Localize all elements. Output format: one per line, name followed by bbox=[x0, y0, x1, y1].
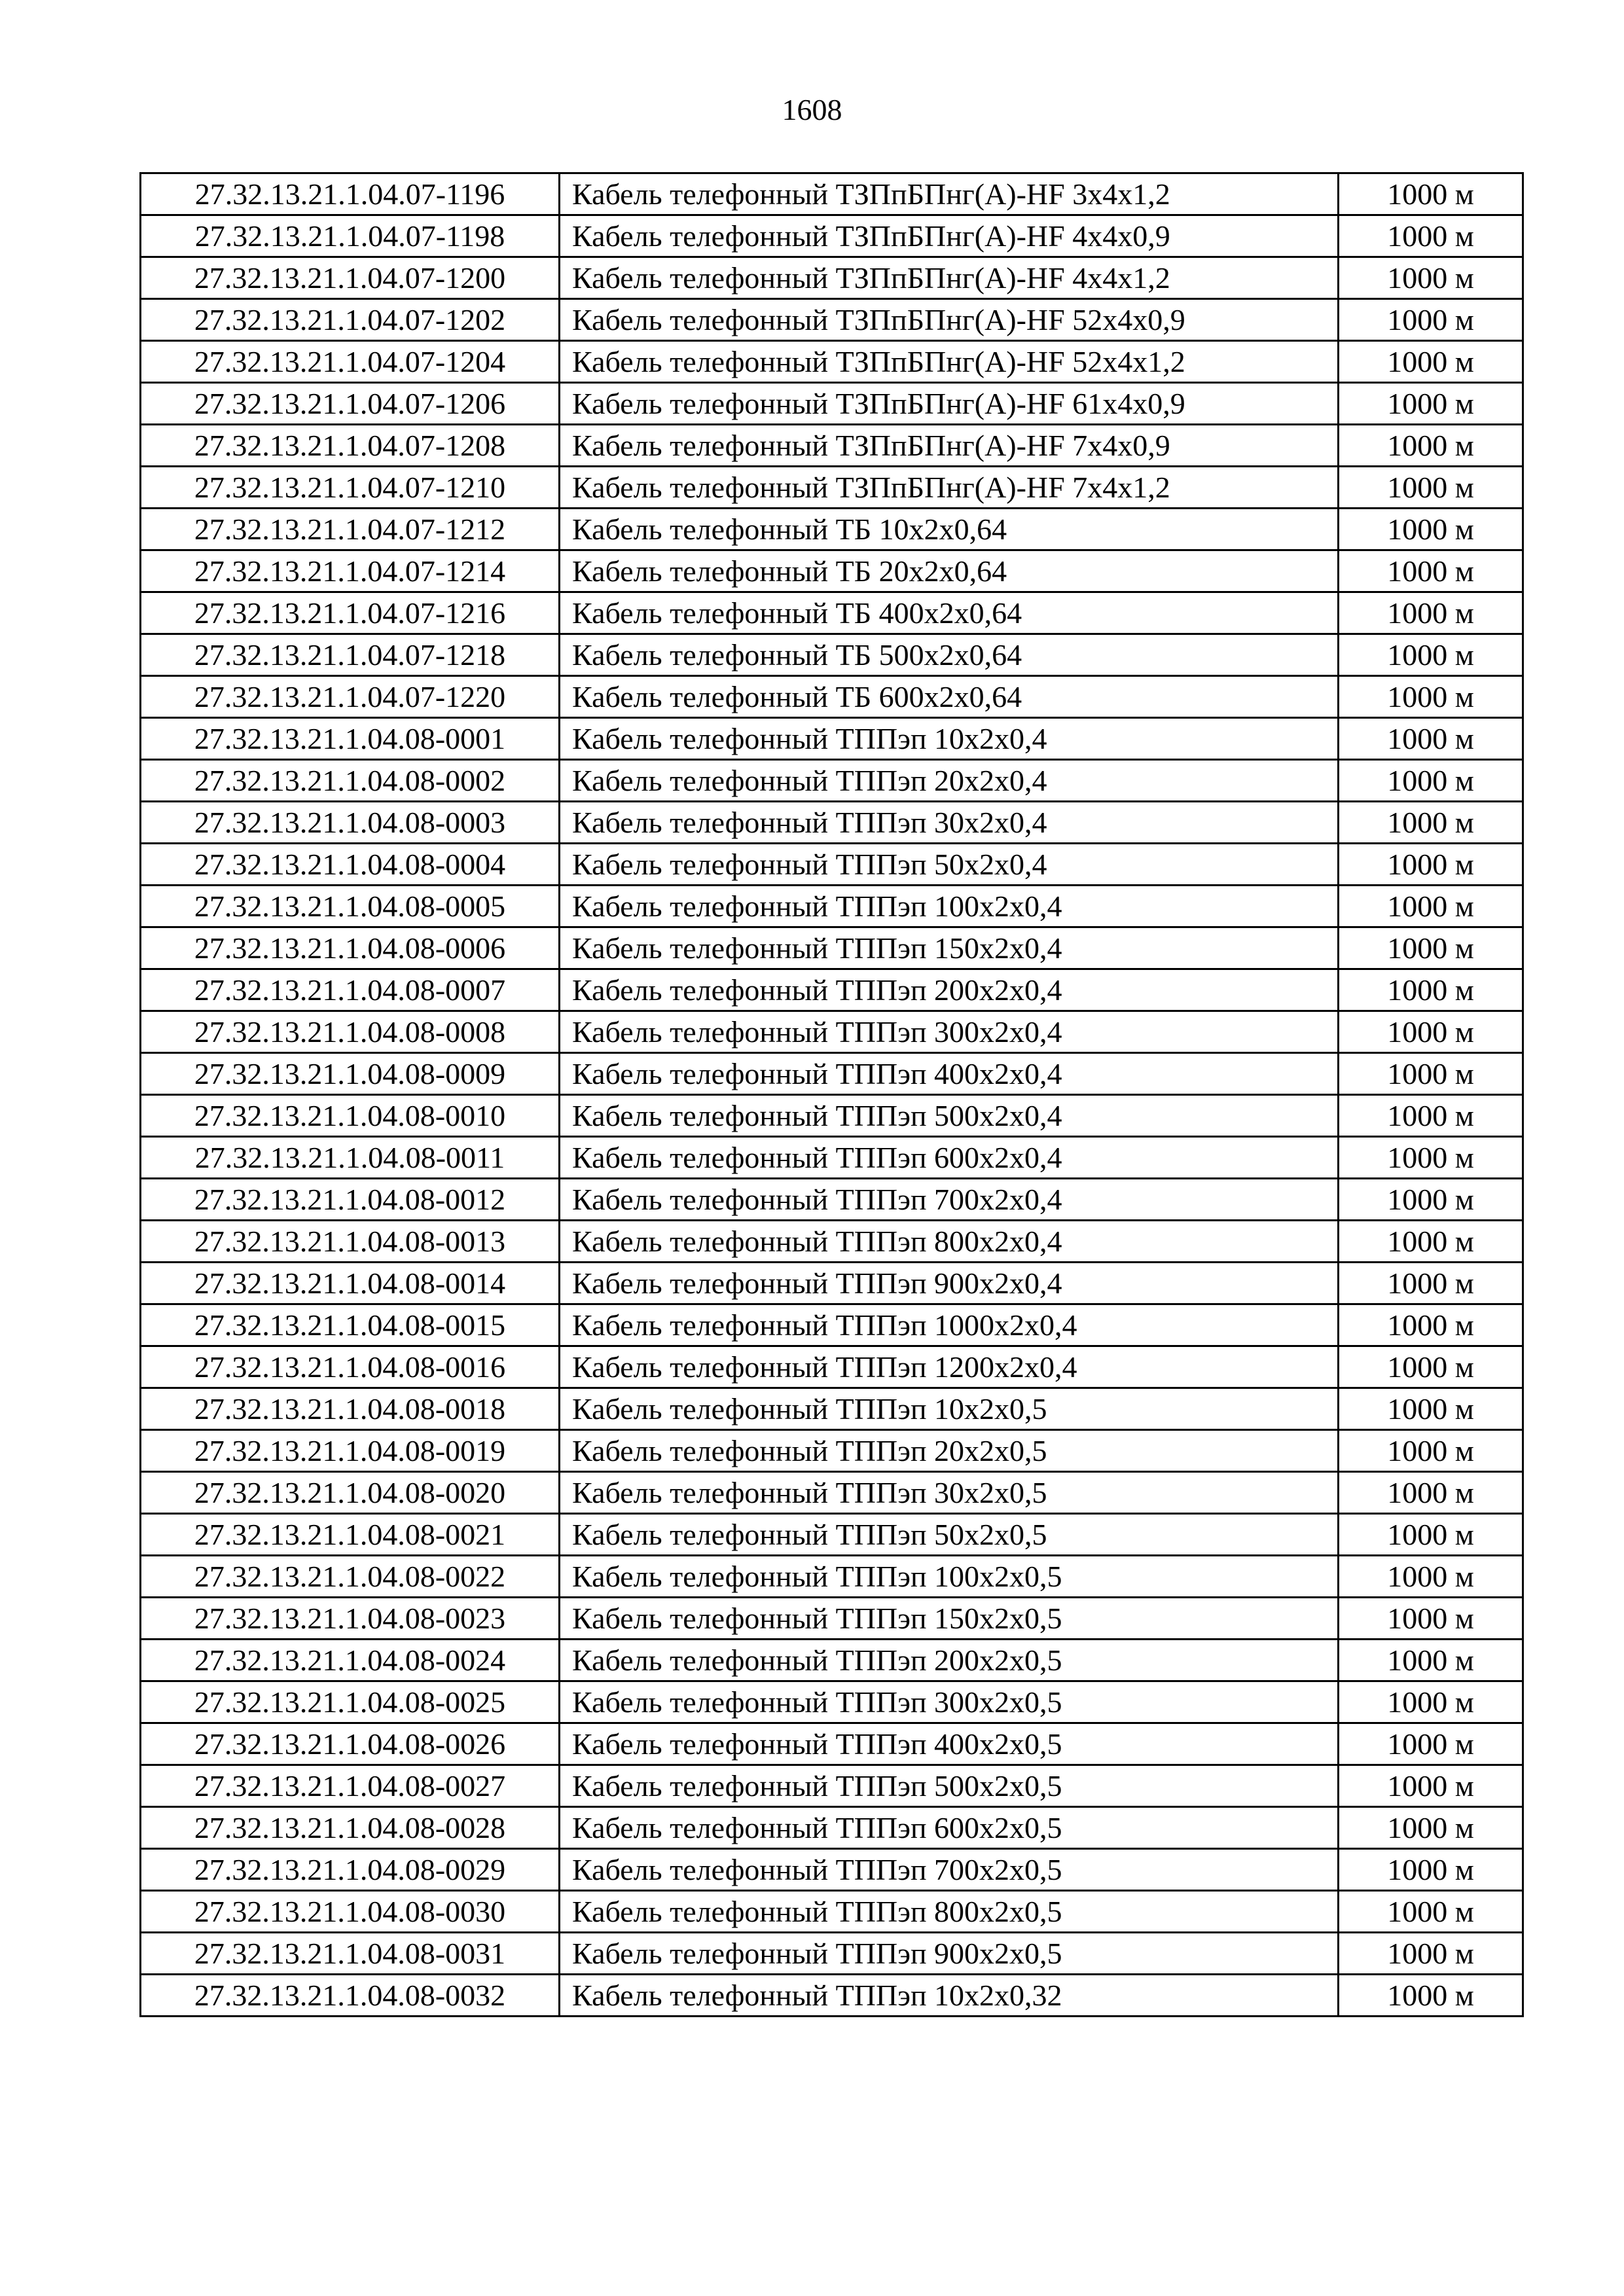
table-row bbox=[141, 1388, 1523, 1430]
code-cell: 27.32.13.21.1.04.08-0024 bbox=[141, 1640, 560, 1681]
table-row bbox=[141, 1933, 1523, 1975]
name-cell: Кабель телефонный ТБ 10х2х0,64 bbox=[560, 509, 1339, 550]
code-cell: 27.32.13.21.1.04.07-1196 bbox=[141, 173, 560, 215]
code-cell: 27.32.13.21.1.04.07-1204 bbox=[141, 341, 560, 383]
table-row bbox=[141, 927, 1523, 969]
unit-cell: 1000 м bbox=[1339, 676, 1523, 718]
code-cell: 27.32.13.21.1.04.08-0005 bbox=[141, 886, 560, 927]
table-row bbox=[141, 592, 1523, 634]
table-row bbox=[141, 969, 1523, 1011]
code-cell: 27.32.13.21.1.04.08-0027 bbox=[141, 1765, 560, 1807]
table-row bbox=[141, 1053, 1523, 1095]
code-cell: 27.32.13.21.1.04.07-1200 bbox=[141, 257, 560, 299]
unit-cell: 1000 м bbox=[1339, 341, 1523, 383]
code-cell: 27.32.13.21.1.04.07-1220 bbox=[141, 676, 560, 718]
code-cell: 27.32.13.21.1.04.07-1206 bbox=[141, 383, 560, 425]
table-row bbox=[141, 1179, 1523, 1221]
code-cell: 27.32.13.21.1.04.08-0032 bbox=[141, 1975, 560, 2017]
code-cell: 27.32.13.21.1.04.08-0021 bbox=[141, 1514, 560, 1556]
table-body bbox=[141, 173, 1523, 2017]
unit-cell: 1000 м bbox=[1339, 1430, 1523, 1472]
code-cell: 27.32.13.21.1.04.08-0006 bbox=[141, 927, 560, 969]
name-cell: Кабель телефонный ТБ 20х2х0,64 bbox=[560, 550, 1339, 592]
unit-cell: 1000 м bbox=[1339, 969, 1523, 1011]
unit-cell: 1000 м bbox=[1339, 173, 1523, 215]
code-cell: 27.32.13.21.1.04.08-0009 bbox=[141, 1053, 560, 1095]
name-cell: Кабель телефонный ТЗПпБПнг(А)-HF 3х4х1,2 bbox=[560, 173, 1339, 215]
table-row bbox=[141, 1304, 1523, 1346]
name-cell: Кабель телефонный ТППэп 1200х2х0,4 bbox=[560, 1346, 1339, 1388]
name-cell: Кабель телефонный ТППэп 300х2х0,4 bbox=[560, 1011, 1339, 1053]
name-cell: Кабель телефонный ТППэп 10х2х0,32 bbox=[560, 1975, 1339, 2017]
code-cell: 27.32.13.21.1.04.08-0030 bbox=[141, 1891, 560, 1933]
unit-cell: 1000 м bbox=[1339, 927, 1523, 969]
table-row bbox=[141, 341, 1523, 383]
code-cell: 27.32.13.21.1.04.08-0014 bbox=[141, 1263, 560, 1304]
table-row bbox=[141, 1514, 1523, 1556]
name-cell: Кабель телефонный ТППэп 10х2х0,4 bbox=[560, 718, 1339, 760]
name-cell: Кабель телефонный ТППэп 150х2х0,4 bbox=[560, 927, 1339, 969]
name-cell: Кабель телефонный ТБ 500х2х0,64 bbox=[560, 634, 1339, 676]
code-cell: 27.32.13.21.1.04.08-0008 bbox=[141, 1011, 560, 1053]
name-cell: Кабель телефонный ТЗПпБПнг(А)-HF 7х4х1,2 bbox=[560, 467, 1339, 509]
table-row bbox=[141, 1263, 1523, 1304]
name-cell: Кабель телефонный ТЗПпБПнг(А)-HF 61х4х0,9 bbox=[560, 383, 1339, 425]
unit-cell: 1000 м bbox=[1339, 802, 1523, 844]
unit-cell: 1000 м bbox=[1339, 1933, 1523, 1975]
code-cell: 27.32.13.21.1.04.08-0010 bbox=[141, 1095, 560, 1137]
code-cell: 27.32.13.21.1.04.08-0022 bbox=[141, 1556, 560, 1598]
name-cell: Кабель телефонный ТППэп 900х2х0,5 bbox=[560, 1933, 1339, 1975]
table-row bbox=[141, 1723, 1523, 1765]
name-cell: Кабель телефонный ТППэп 200х2х0,5 bbox=[560, 1640, 1339, 1681]
code-cell: 27.32.13.21.1.04.08-0007 bbox=[141, 969, 560, 1011]
name-cell: Кабель телефонный ТППэп 200х2х0,4 bbox=[560, 969, 1339, 1011]
code-cell: 27.32.13.21.1.04.08-0002 bbox=[141, 760, 560, 802]
table-row bbox=[141, 1849, 1523, 1891]
unit-cell: 1000 м bbox=[1339, 1640, 1523, 1681]
name-cell: Кабель телефонный ТППэп 600х2х0,5 bbox=[560, 1807, 1339, 1849]
unit-cell: 1000 м bbox=[1339, 1556, 1523, 1598]
code-cell: 27.32.13.21.1.04.08-0004 bbox=[141, 844, 560, 886]
code-cell: 27.32.13.21.1.04.07-1218 bbox=[141, 634, 560, 676]
table-row bbox=[141, 1765, 1523, 1807]
unit-cell: 1000 м bbox=[1339, 1304, 1523, 1346]
table-row bbox=[141, 550, 1523, 592]
table-row bbox=[141, 1430, 1523, 1472]
unit-cell: 1000 м bbox=[1339, 509, 1523, 550]
code-cell: 27.32.13.21.1.04.08-0026 bbox=[141, 1723, 560, 1765]
code-cell: 27.32.13.21.1.04.08-0011 bbox=[141, 1137, 560, 1179]
name-cell: Кабель телефонный ТППэп 500х2х0,4 bbox=[560, 1095, 1339, 1137]
code-cell: 27.32.13.21.1.04.08-0018 bbox=[141, 1388, 560, 1430]
name-cell: Кабель телефонный ТППэп 100х2х0,4 bbox=[560, 886, 1339, 927]
unit-cell: 1000 м bbox=[1339, 1765, 1523, 1807]
page-number: 1608 bbox=[782, 93, 842, 126]
table-row bbox=[141, 676, 1523, 718]
name-cell: Кабель телефонный ТППэп 800х2х0,4 bbox=[560, 1221, 1339, 1263]
table-row bbox=[141, 509, 1523, 550]
unit-cell: 1000 м bbox=[1339, 1011, 1523, 1053]
unit-cell: 1000 м bbox=[1339, 1472, 1523, 1514]
unit-cell: 1000 м bbox=[1339, 1095, 1523, 1137]
code-cell: 27.32.13.21.1.04.08-0015 bbox=[141, 1304, 560, 1346]
table-row bbox=[141, 1472, 1523, 1514]
resource-table bbox=[139, 172, 1524, 2017]
unit-cell: 1000 м bbox=[1339, 1849, 1523, 1891]
table-row bbox=[141, 1346, 1523, 1388]
code-cell: 27.32.13.21.1.04.07-1216 bbox=[141, 592, 560, 634]
table-row bbox=[141, 1221, 1523, 1263]
name-cell: Кабель телефонный ТБ 400х2х0,64 bbox=[560, 592, 1339, 634]
table-row bbox=[141, 215, 1523, 257]
unit-cell: 1000 м bbox=[1339, 1723, 1523, 1765]
code-cell: 27.32.13.21.1.04.08-0001 bbox=[141, 718, 560, 760]
name-cell: Кабель телефонный ТППэп 50х2х0,5 bbox=[560, 1514, 1339, 1556]
table-row bbox=[141, 1137, 1523, 1179]
unit-cell: 1000 м bbox=[1339, 1263, 1523, 1304]
name-cell: Кабель телефонный ТППэп 20х2х0,4 bbox=[560, 760, 1339, 802]
unit-cell: 1000 м bbox=[1339, 1681, 1523, 1723]
name-cell: Кабель телефонный ТППэп 10х2х0,5 bbox=[560, 1388, 1339, 1430]
unit-cell: 1000 м bbox=[1339, 383, 1523, 425]
table-row bbox=[141, 886, 1523, 927]
unit-cell: 1000 м bbox=[1339, 550, 1523, 592]
code-cell: 27.32.13.21.1.04.08-0012 bbox=[141, 1179, 560, 1221]
name-cell: Кабель телефонный ТППэп 1000х2х0,4 bbox=[560, 1304, 1339, 1346]
table-row bbox=[141, 173, 1523, 215]
name-cell: Кабель телефонный ТППэп 20х2х0,5 bbox=[560, 1430, 1339, 1472]
unit-cell: 1000 м bbox=[1339, 1179, 1523, 1221]
name-cell: Кабель телефонный ТППэп 100х2х0,5 bbox=[560, 1556, 1339, 1598]
name-cell: Кабель телефонный ТППэп 300х2х0,5 bbox=[560, 1681, 1339, 1723]
name-cell: Кабель телефонный ТППэп 600х2х0,4 bbox=[560, 1137, 1339, 1179]
table-row bbox=[141, 802, 1523, 844]
table-row bbox=[141, 425, 1523, 467]
table-row bbox=[141, 718, 1523, 760]
table-row bbox=[141, 844, 1523, 886]
name-cell: Кабель телефонный ТППэп 900х2х0,4 bbox=[560, 1263, 1339, 1304]
code-cell: 27.32.13.21.1.04.08-0028 bbox=[141, 1807, 560, 1849]
name-cell: Кабель телефонный ТЗПпБПнг(А)-HF 4х4х1,2 bbox=[560, 257, 1339, 299]
name-cell: Кабель телефонный ТППэп 500х2х0,5 bbox=[560, 1765, 1339, 1807]
unit-cell: 1000 м bbox=[1339, 760, 1523, 802]
code-cell: 27.32.13.21.1.04.08-0031 bbox=[141, 1933, 560, 1975]
code-cell: 27.32.13.21.1.04.07-1202 bbox=[141, 299, 560, 341]
code-cell: 27.32.13.21.1.04.07-1214 bbox=[141, 550, 560, 592]
code-cell: 27.32.13.21.1.04.08-0019 bbox=[141, 1430, 560, 1472]
unit-cell: 1000 м bbox=[1339, 425, 1523, 467]
unit-cell: 1000 м bbox=[1339, 718, 1523, 760]
table-row bbox=[141, 467, 1523, 509]
table-row bbox=[141, 1807, 1523, 1849]
name-cell: Кабель телефонный ТЗПпБПнг(А)-HF 52х4х0,9 bbox=[560, 299, 1339, 341]
unit-cell: 1000 м bbox=[1339, 1053, 1523, 1095]
unit-cell: 1000 м bbox=[1339, 1514, 1523, 1556]
name-cell: Кабель телефонный ТППэп 700х2х0,5 bbox=[560, 1849, 1339, 1891]
unit-cell: 1000 м bbox=[1339, 257, 1523, 299]
name-cell: Кабель телефонный ТППэп 150х2х0,5 bbox=[560, 1598, 1339, 1640]
name-cell: Кабель телефонный ТППэп 30х2х0,4 bbox=[560, 802, 1339, 844]
code-cell: 27.32.13.21.1.04.07-1212 bbox=[141, 509, 560, 550]
code-cell: 27.32.13.21.1.04.07-1210 bbox=[141, 467, 560, 509]
code-cell: 27.32.13.21.1.04.08-0025 bbox=[141, 1681, 560, 1723]
table-row bbox=[141, 383, 1523, 425]
unit-cell: 1000 м bbox=[1339, 1221, 1523, 1263]
table-row bbox=[141, 1011, 1523, 1053]
unit-cell: 1000 м bbox=[1339, 844, 1523, 886]
table-row bbox=[141, 634, 1523, 676]
unit-cell: 1000 м bbox=[1339, 634, 1523, 676]
name-cell: Кабель телефонный ТППэп 800х2х0,5 bbox=[560, 1891, 1339, 1933]
table-row bbox=[141, 1975, 1523, 2017]
name-cell: Кабель телефонный ТППэп 400х2х0,4 bbox=[560, 1053, 1339, 1095]
table-row bbox=[141, 1891, 1523, 1933]
code-cell: 27.32.13.21.1.04.08-0003 bbox=[141, 802, 560, 844]
name-cell: Кабель телефонный ТППэп 50х2х0,4 bbox=[560, 844, 1339, 886]
name-cell: Кабель телефонный ТЗПпБПнг(А)-HF 7х4х0,9 bbox=[560, 425, 1339, 467]
name-cell: Кабель телефонный ТППэп 700х2х0,4 bbox=[560, 1179, 1339, 1221]
code-cell: 27.32.13.21.1.04.08-0013 bbox=[141, 1221, 560, 1263]
table-row bbox=[141, 760, 1523, 802]
table-row bbox=[141, 1095, 1523, 1137]
name-cell: Кабель телефонный ТЗПпБПнг(А)-HF 52х4х1,2 bbox=[560, 341, 1339, 383]
unit-cell: 1000 м bbox=[1339, 1388, 1523, 1430]
table-row bbox=[141, 1556, 1523, 1598]
unit-cell: 1000 м bbox=[1339, 1807, 1523, 1849]
unit-cell: 1000 м bbox=[1339, 215, 1523, 257]
table-row bbox=[141, 299, 1523, 341]
unit-cell: 1000 м bbox=[1339, 299, 1523, 341]
name-cell: Кабель телефонный ТППэп 30х2х0,5 bbox=[560, 1472, 1339, 1514]
unit-cell: 1000 м bbox=[1339, 592, 1523, 634]
name-cell: Кабель телефонный ТППэп 400х2х0,5 bbox=[560, 1723, 1339, 1765]
code-cell: 27.32.13.21.1.04.08-0023 bbox=[141, 1598, 560, 1640]
unit-cell: 1000 м bbox=[1339, 1598, 1523, 1640]
code-cell: 27.32.13.21.1.04.07-1198 bbox=[141, 215, 560, 257]
table-row bbox=[141, 257, 1523, 299]
unit-cell: 1000 м bbox=[1339, 1137, 1523, 1179]
unit-cell: 1000 м bbox=[1339, 1975, 1523, 2017]
code-cell: 27.32.13.21.1.04.07-1208 bbox=[141, 425, 560, 467]
unit-cell: 1000 м bbox=[1339, 1891, 1523, 1933]
code-cell: 27.32.13.21.1.04.08-0016 bbox=[141, 1346, 560, 1388]
table-row bbox=[141, 1598, 1523, 1640]
table-row bbox=[141, 1681, 1523, 1723]
table-row bbox=[141, 1640, 1523, 1681]
unit-cell: 1000 м bbox=[1339, 886, 1523, 927]
unit-cell: 1000 м bbox=[1339, 1346, 1523, 1388]
name-cell: Кабель телефонный ТБ 600х2х0,64 bbox=[560, 676, 1339, 718]
code-cell: 27.32.13.21.1.04.08-0029 bbox=[141, 1849, 560, 1891]
code-cell: 27.32.13.21.1.04.08-0020 bbox=[141, 1472, 560, 1514]
unit-cell: 1000 м bbox=[1339, 467, 1523, 509]
name-cell: Кабель телефонный ТЗПпБПнг(А)-HF 4х4х0,9 bbox=[560, 215, 1339, 257]
